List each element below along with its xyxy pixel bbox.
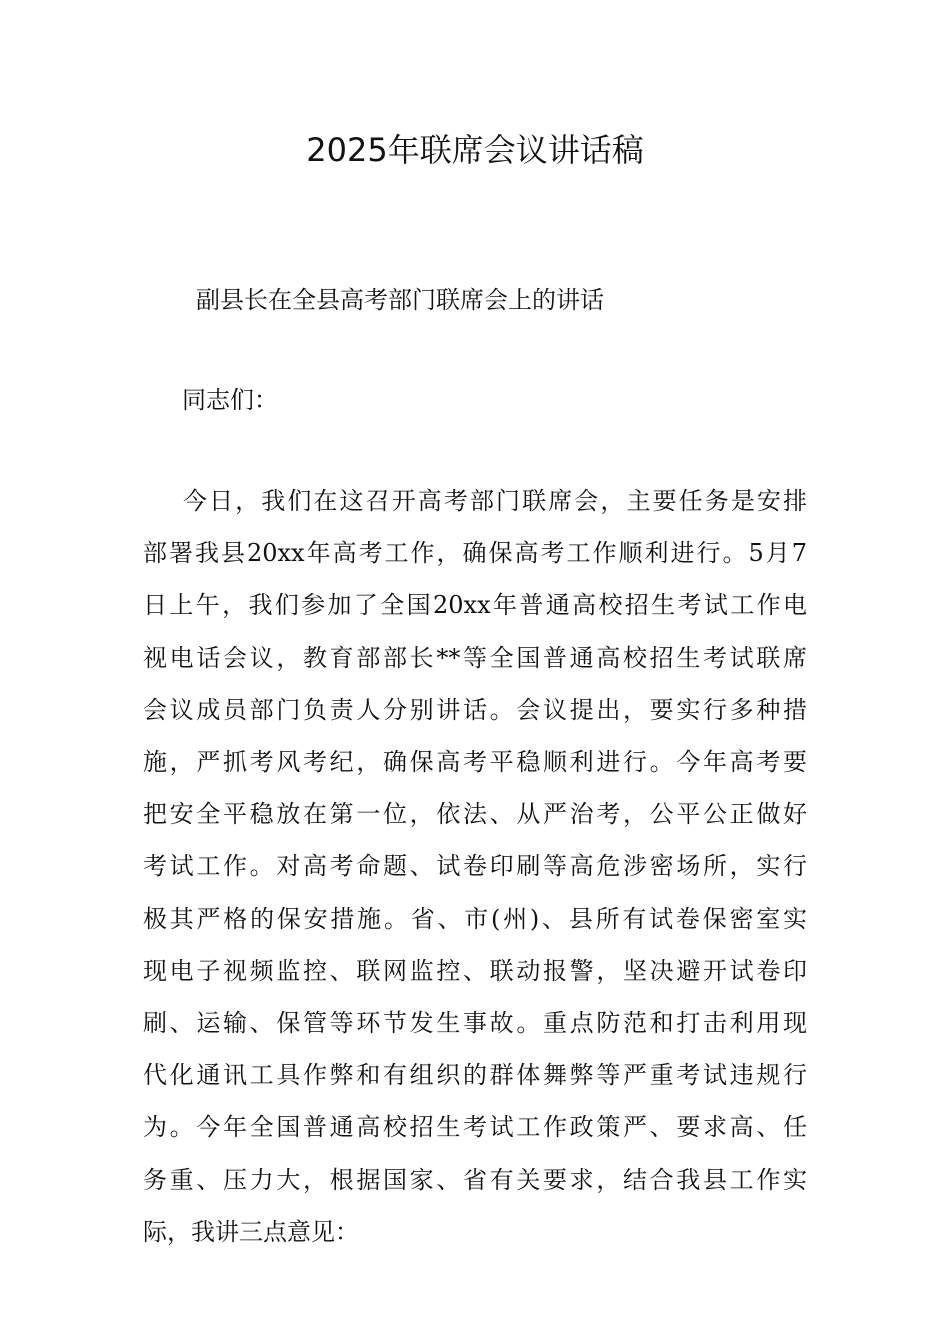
body-line: 刷、运输、保管等环节发生事故。重点防范和打击利用现 [143, 1009, 807, 1038]
body-line: 施，严抓考风考纪，确保高考平稳顺利进行。今年高考要 [143, 748, 807, 777]
body-line: 日上午，我们参加了全国20xx年普通高校招生考试工作电 [143, 591, 807, 620]
body-line: 会议成员部门负责人分别讲话。会议提出，要实行多种措 [143, 695, 807, 724]
body-line: 为。今年全国普通高校招生考试工作政策严、要求高、任 [143, 1113, 807, 1142]
document-subtitle: 副县长在全县高考部门联席会上的讲话 [196, 286, 604, 314]
salutation: 同志们： [182, 386, 278, 414]
body-line: 务重、压力大，根据国家、省有关要求，结合我县工作实 [143, 1165, 807, 1194]
body-line: 现电子视频监控、联网监控、联动报警，坚决避开试卷印 [143, 956, 807, 985]
body-line: 际，我讲三点意见： [143, 1217, 359, 1246]
body-line: 部署我县20xx年高考工作，确保高考工作顺利进行。5月7 [143, 539, 807, 568]
body-line: 代化通讯工具作弊和有组织的群体舞弊等严重考试违规行 [143, 1061, 807, 1090]
body-line: 极其严格的保安措施。省、市(州)、县所有试卷保密室实 [143, 904, 807, 933]
body-paragraph [143, 475, 807, 1258]
body-line: 考试工作。对高考命题、试卷印刷等高危涉密场所，实行 [143, 852, 807, 881]
body-line: 今日，我们在这召开高考部门联席会，主要任务是安排 [183, 487, 807, 515]
body-line: 视电话会议，教育部部长**等全国普通高校招生考试联席 [143, 643, 807, 672]
document-title: 2025年联席会议讲话稿 [306, 131, 644, 169]
body-line: 把安全平稳放在第一位，依法、从严治考，公平公正做好 [143, 800, 807, 829]
